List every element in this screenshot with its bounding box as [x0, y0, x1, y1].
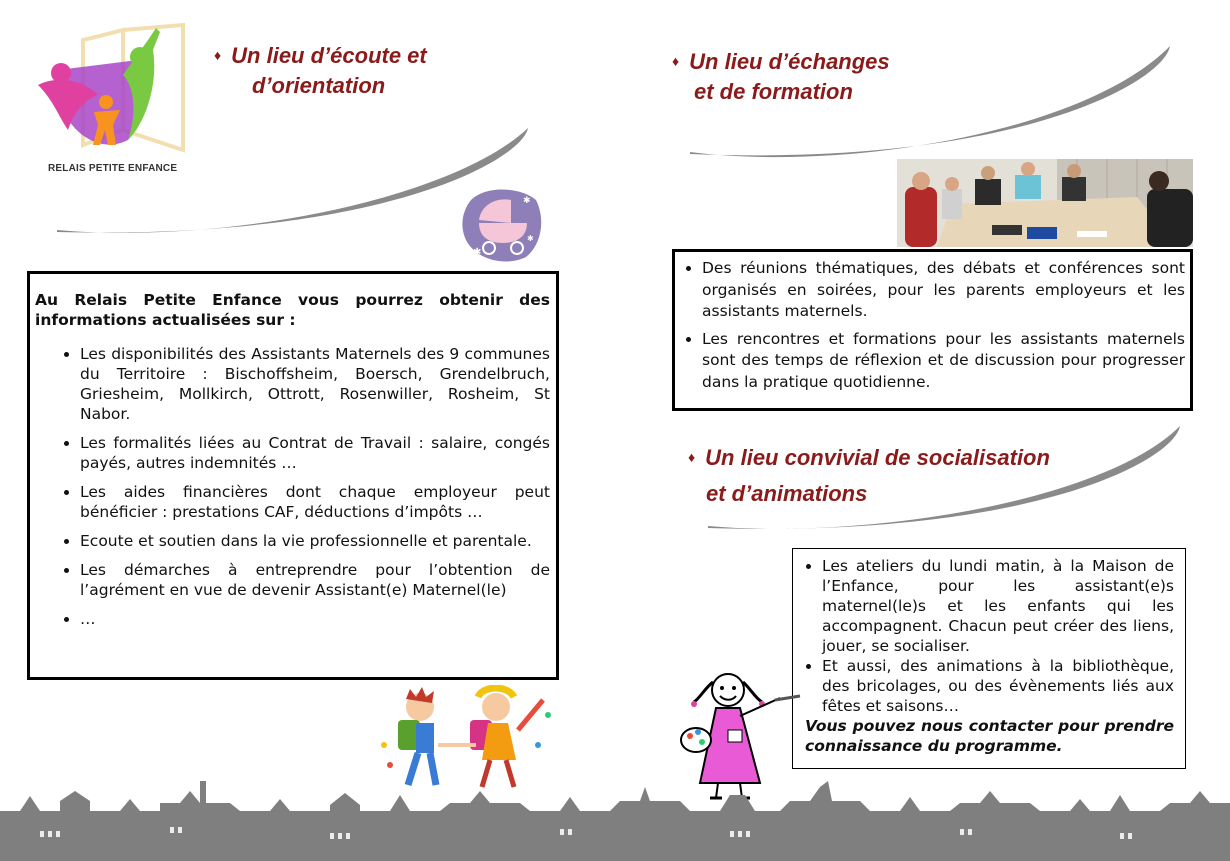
list-item: • Des réunions thématiques, des débats et conférences sont organisés en soirées, pour les parents employeurs et les assistants maternels.	[702, 258, 1185, 323]
list-item: • Les formalités liées au Contrat de Travail : salaire, congés payés, autres indemnités …	[80, 433, 550, 473]
list-item: • Et aussi, des animations à la bibliothèque, des bricolages, ou des évènements liés aux fêtes et saisons…	[822, 656, 1174, 716]
list-item: • Les démarches à entreprendre pour l’obtention de l’agrément en vue de devenir Assistant(e) Maternel(le)	[80, 560, 550, 600]
info-intro: Au Relais Petite Enfance vous pourrez obtenir des informations actualisées sur :	[35, 291, 550, 329]
info-box	[27, 271, 559, 680]
formation-list	[681, 258, 1185, 393]
contact-note: Vous pouvez nous contacter pour prendre connaissance du programme.	[805, 717, 1174, 755]
list-item: • …	[80, 609, 550, 629]
list-item: • Les disponibilités des Assistants Maternels des 9 communes du Territoire : Bischoffsheim, Boersch, Grendelbruch, Griesheim, Mollkirch, Ottrott, Rosenwiller, Rosheim, St Nabor.	[80, 344, 550, 424]
section-heading-echanges: ♦ Un lieu d’échanges et de formation	[672, 49, 890, 104]
animation-list	[805, 556, 1174, 716]
info-list	[35, 344, 550, 629]
list-item: • Les rencontres et formations pour les assistants maternels sont des temps de réflexion et de discussion pour progresser dans la pratique quotidienne.	[702, 329, 1185, 394]
baby-carriage-icon	[461, 185, 543, 263]
logo-caption: RELAIS PETITE ENFANCE	[48, 163, 178, 174]
svg-text:✱: ✱	[527, 234, 534, 243]
animation-box	[792, 548, 1186, 769]
swoosh-divider	[52, 120, 532, 240]
section-heading-ecoute: ♦ Un lieu d’écoute et d’orientation	[214, 43, 427, 98]
svg-text:✱: ✱	[523, 196, 531, 206]
list-item: • Les ateliers du lundi matin, à la Maison de l’Enfance, pour les assistant(e)s maternel(le)s et les enfants qui les accompagnent. Chacun peut créer des liens, jouer, se socialiser.	[822, 556, 1174, 656]
diamond-bullet-icon: ♦	[672, 53, 680, 69]
diamond-bullet-icon: ♦	[688, 449, 696, 465]
list-item: • Ecoute et soutien dans la vie professionnelle et parentale.	[80, 531, 550, 551]
section-heading-convivial: ♦ Un lieu convivial de socialisation et d’animations	[688, 445, 1050, 506]
swoosh-divider	[686, 42, 1176, 167]
meeting-photo	[897, 159, 1193, 247]
swoosh-divider	[704, 422, 1184, 537]
formation-box	[672, 249, 1193, 411]
town-skyline	[0, 781, 1230, 861]
list-item: • Les aides financières dont chaque employeur peut bénéficier : prestations CAF, déductions d’impôts …	[80, 482, 550, 522]
diamond-bullet-icon: ♦	[214, 47, 222, 63]
svg-text:✱: ✱	[473, 247, 482, 258]
